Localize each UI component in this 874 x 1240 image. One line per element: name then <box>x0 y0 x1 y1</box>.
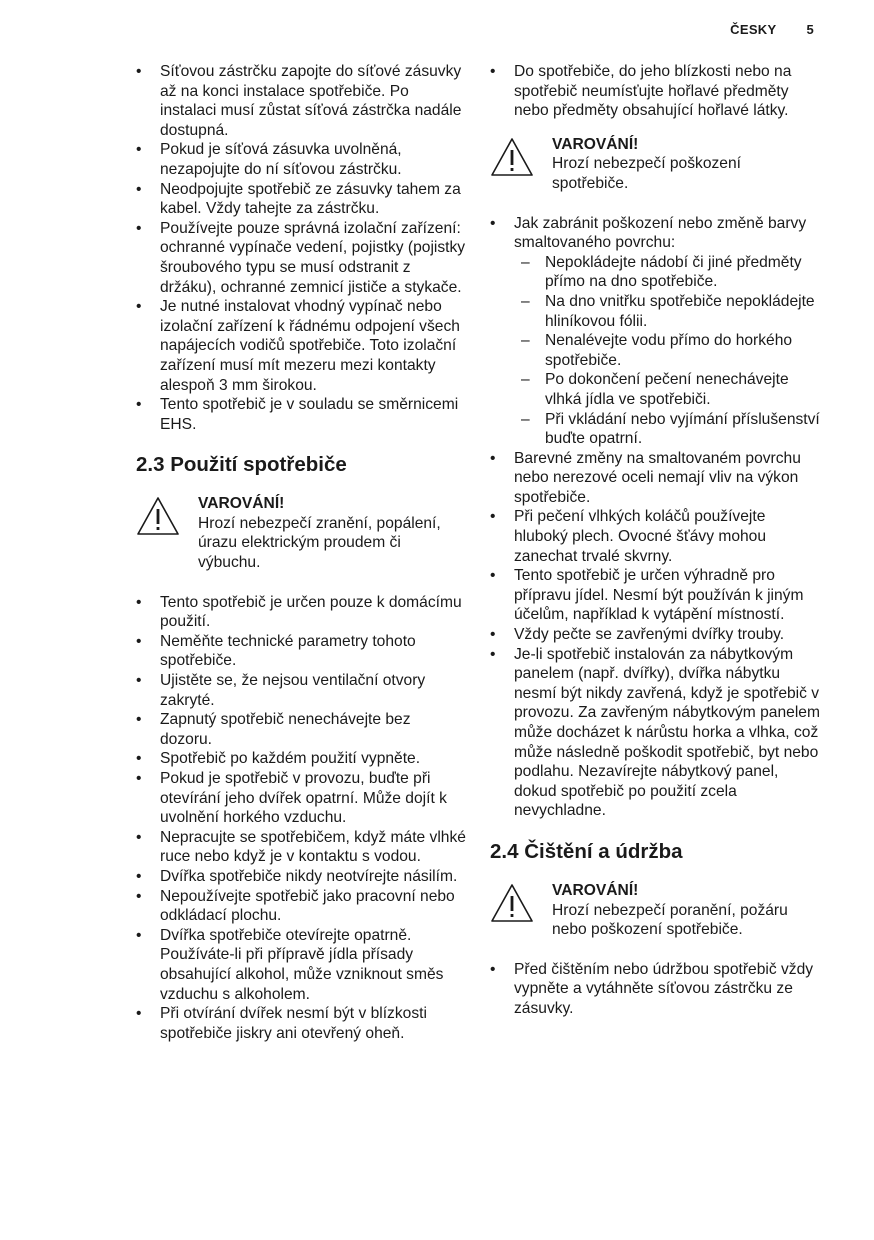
list-item: • Při pečení vlhkých koláčů používejte hluboký plech. Ovocné šťávy mohou zanechat trvalé skvrny. <box>490 507 820 566</box>
sub-list-item: – Po dokončení pečení nenechávejte vlhká jídla ve spotřebiči. <box>514 370 820 409</box>
section-title-usage: 2.3 Použití spotřebiče <box>136 453 347 477</box>
flammable-list <box>490 62 820 121</box>
list-item: • Je nutné instalovat vhodný vypínač nebo izolační zařízení k řádnému odpojení všech napájecích vodičů spotřebiče. Toto izolační zařízení musí mít mezeru mezi kontakty alespoň 3 mm širokou. <box>136 297 466 395</box>
warning-triangle-icon <box>490 135 552 194</box>
list-item: • Nepracujte se spotřebičem, když máte vlhké ruce nebo když je v kontaktu s vodou. <box>136 828 466 867</box>
list-item: • Tento spotřebič je určen pouze k domácímu použití. <box>136 593 466 632</box>
warning-triangle-icon <box>136 494 198 572</box>
list-item: • Spotřebič po každém použití vypněte. <box>136 749 466 769</box>
enamel-list <box>490 214 820 821</box>
sub-list-item: – Při vkládání nebo vyjímání příslušenství buďte opatrní. <box>514 410 820 449</box>
list-item: • Před čištěním nebo údržbou spotřebič vždy vypněte a vytáhněte síťovou zástrčku ze zásuvky. <box>490 960 820 1019</box>
sub-list-item: – Na dno vnitřku spotřebiče nepokládejte hliníkovou fólii. <box>514 292 820 331</box>
list-item <box>490 214 820 449</box>
warning-box <box>136 494 466 572</box>
enamel-sublist <box>514 253 820 449</box>
list-item: • Pokud je síťová zásuvka uvolněná, nezapojujte do ní síťovou zástrčku. <box>136 140 466 179</box>
list-item: • Do spotřebiče, do jeho blízkosti nebo na spotřebič neumísťujte hořlavé předměty nebo předměty obsahující hořlavé látky. <box>490 62 820 121</box>
right-column <box>490 62 820 1019</box>
usage-list <box>136 593 466 1044</box>
installation-list <box>136 62 466 434</box>
list-item: • Pokud je spotřebič v provozu, buďte při otevírání jeho dvířek opatrní. Může dojít k uvolnění horkého vzduchu. <box>136 769 466 828</box>
warning-title: VAROVÁNÍ! <box>198 495 285 513</box>
sub-list-item: – Nepokládejte nádobí či jiné předměty přímo na dno spotřebiče. <box>514 253 820 292</box>
left-column <box>136 62 466 1043</box>
warning-title: VAROVÁNÍ! <box>552 135 639 153</box>
warning-text: Hrozí nebezpečí poranění, požáru nebo poškození spotřebiče. <box>552 901 788 939</box>
header-page-number: 5 <box>806 22 814 37</box>
list-item: • Neměňte technické parametry tohoto spotřebiče. <box>136 632 466 671</box>
warning-text: Hrozí nebezpečí zranění, popálení, úrazu elektrickým proudem či výbuchu. <box>198 514 441 572</box>
list-item: • Je-li spotřebič instalován za nábytkovým panelem (např. dvířky), dvířka nábytku nesmí být nikdy zavřená, když je spotřebič v provozu. Za zavřeným nábytkovým panelem může docházet k nárůstu horka a vlhka, což může následně poškodit spotřebič, byt nebo podlahu. Nezavírejte nábytkový panel, dokud spotřebič po použití zcela nevychladne. <box>490 645 820 821</box>
section-title-cleaning: 2.4 Čištění a údržba <box>490 839 683 863</box>
list-item: • Síťovou zástrčku zapojte do síťové zásuvky až na konci instalace spotřebiče. Po instalaci musí zůstat síťová zástrčka nadále dostupná. <box>136 62 466 140</box>
list-item: • Dvířka spotřebiče nikdy neotvírejte násilím. <box>136 867 466 887</box>
warning-box <box>490 135 820 194</box>
list-item: • Při otvírání dvířek nesmí být v blízkosti spotřebiče jiskry ani otevřený oheň. <box>136 1004 466 1043</box>
warning-triangle-icon <box>490 881 552 940</box>
list-item: • Tento spotřebič je v souladu se směrnicemi EHS. <box>136 395 466 434</box>
cleaning-list <box>490 960 820 1019</box>
warning-box <box>490 881 820 940</box>
warning-text: Hrozí nebezpečí poškození spotřebiče. <box>552 155 741 192</box>
list-item: • Nepoužívejte spotřebič jako pracovní nebo odkládací plochu. <box>136 887 466 926</box>
list-item: • Barevné změny na smaltovaném povrchu nebo nerezové oceli nemají vliv na výkon spotřebiče. <box>490 449 820 508</box>
header-language: ČESKY <box>730 22 777 37</box>
list-item: • Zapnutý spotřebič nenechávejte bez dozoru. <box>136 710 466 749</box>
sub-list-item: – Nenalévejte vodu přímo do horkého spotřebiče. <box>514 331 820 370</box>
list-item: • Používejte pouze správná izolační zařízení: ochranné vypínače vedení, pojistky (pojistky šroubového typu se musí odstranit z držáku), ochranné zemnicí jističe a stykače. <box>136 219 466 297</box>
list-item: • Dvířka spotřebiče otevírejte opatrně. Používáte-li při přípravě jídla přísady obsahující alkohol, může vzniknout směs vzduchu s alkoholem. <box>136 926 466 1004</box>
list-item-text: Jak zabránit poškození nebo změně barvy smaltovaného povrchu: <box>514 214 807 252</box>
list-item: • Neodpojujte spotřebič ze zásuvky tahem za kabel. Vždy tahejte za zástrčku. <box>136 180 466 219</box>
page-header <box>730 22 814 37</box>
list-item: • Ujistěte se, že nejsou ventilační otvory zakryté. <box>136 671 466 710</box>
warning-title: VAROVÁNÍ! <box>552 881 639 899</box>
list-item: • Tento spotřebič je určen výhradně pro přípravu jídel. Nesmí být používán k jiným účelům, například k vytápění místností. <box>490 566 820 625</box>
list-item: • Vždy pečte se zavřenými dvířky trouby. <box>490 625 820 645</box>
